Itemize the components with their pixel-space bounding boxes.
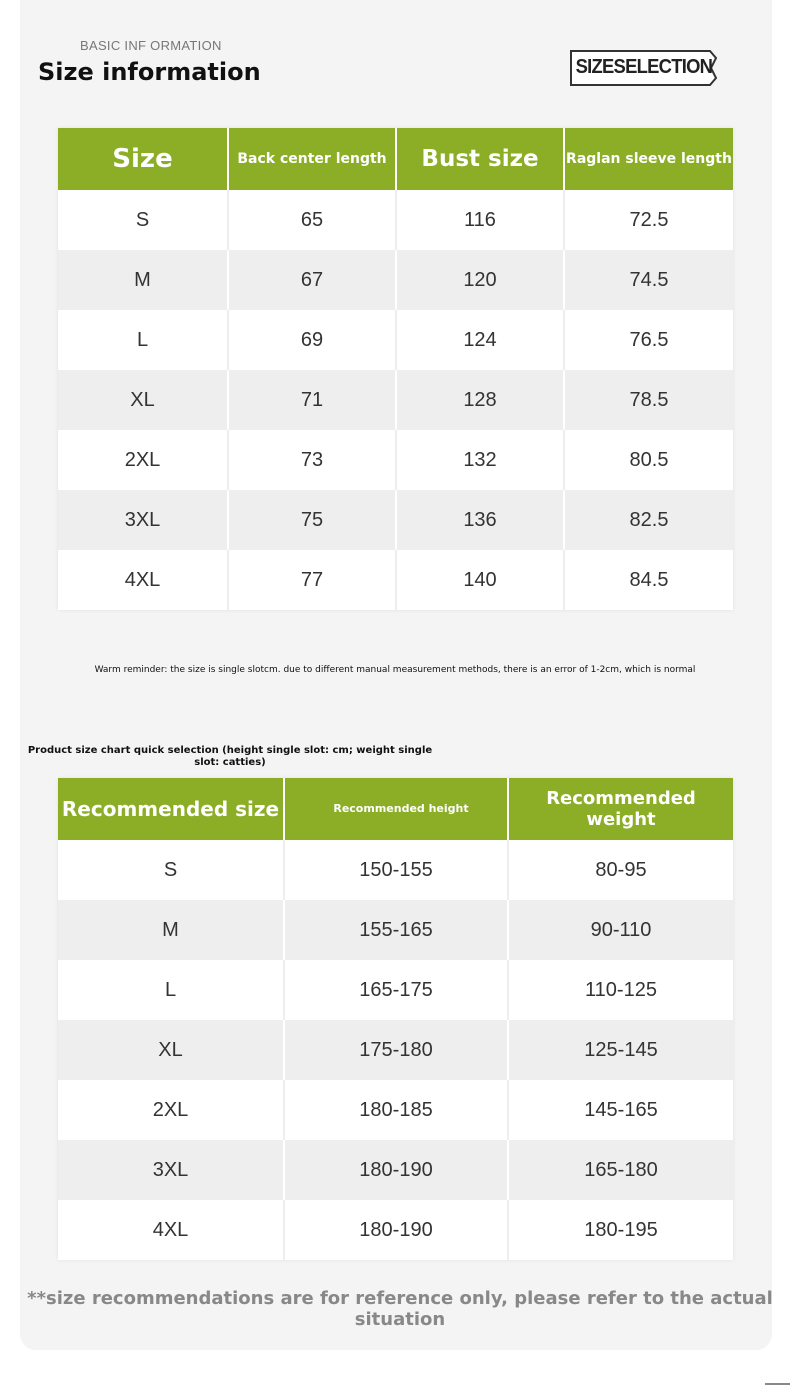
table-row: [58, 490, 733, 550]
table-row: [58, 310, 733, 370]
size-table-cell: S: [58, 190, 228, 250]
size-table-cell: 67: [228, 250, 396, 310]
size-table-cell: 77: [228, 550, 396, 610]
header-recommended-weight: Recommended weight: [508, 778, 733, 840]
header-recommended-height: Recommended height: [284, 778, 508, 840]
recommend-table-cell: 150-155: [284, 840, 508, 900]
table-row: [58, 1140, 733, 1200]
size-table-cell: 128: [396, 370, 564, 430]
recommend-table-cell: 180-190: [284, 1200, 508, 1260]
size-table-cell: 120: [396, 250, 564, 310]
size-table-cell: 69: [228, 310, 396, 370]
header-bust-size: Bust size: [396, 128, 564, 190]
size-table-cell: 71: [228, 370, 396, 430]
recommend-table-cell: 3XL: [58, 1140, 284, 1200]
recommend-table: [58, 778, 733, 1260]
size-table-cell: 80.5: [564, 430, 733, 490]
table-row: [58, 370, 733, 430]
table-row: [58, 550, 733, 610]
size-table-cell: XL: [58, 370, 228, 430]
size-table-cell: 82.5: [564, 490, 733, 550]
size-table-cell: 75: [228, 490, 396, 550]
size-table-cell: 2XL: [58, 430, 228, 490]
size-table-cell: 124: [396, 310, 564, 370]
recommend-table-cell: 4XL: [58, 1200, 284, 1260]
table-row: [58, 190, 733, 250]
table-row: [58, 960, 733, 1020]
table-row: [58, 900, 733, 960]
size-table-cell: 3XL: [58, 490, 228, 550]
reference-footnote: **size recommendations are for reference only, please refer to the actual situation: [27, 1288, 773, 1330]
recommend-table-cell: S: [58, 840, 284, 900]
quick-selection-title: Product size chart quick selection (height single slot: cm; weight single slot: catties): [27, 745, 433, 768]
recommend-table-cell: 125-145: [508, 1020, 733, 1080]
size-table-cell: 74.5: [564, 250, 733, 310]
size-table-cell: 4XL: [58, 550, 228, 610]
recommend-table-cell: 2XL: [58, 1080, 284, 1140]
size-table-cell: 76.5: [564, 310, 733, 370]
header-recommended-size: Recommended size: [58, 778, 284, 840]
recommend-table-header: [58, 778, 733, 840]
size-table-cell: 140: [396, 550, 564, 610]
table-row: [58, 1200, 733, 1260]
size-table: [58, 128, 733, 610]
table-row: [58, 1080, 733, 1140]
recommend-table-cell: 110-125: [508, 960, 733, 1020]
size-table-cell: M: [58, 250, 228, 310]
recommend-table-cell: 90-110: [508, 900, 733, 960]
badge-label: SIZESELECTION: [575, 56, 713, 78]
recommend-table-cell: 180-195: [508, 1200, 733, 1260]
recommend-table-cell: 80-95: [508, 840, 733, 900]
size-table-cell: L: [58, 310, 228, 370]
size-table-cell: 84.5: [564, 550, 733, 610]
warm-reminder: Warm reminder: the size is single slotcm. due to different manual measurement methods, there is an error of 1-2cm, which is normal: [94, 665, 696, 675]
size-table-cell: 65: [228, 190, 396, 250]
recommend-table-cell: 165-175: [284, 960, 508, 1020]
recommend-table-cell: XL: [58, 1020, 284, 1080]
section-eyebrow: BASIC INF ORMATION: [80, 38, 222, 53]
recommend-table-cell: 180-190: [284, 1140, 508, 1200]
recommend-table-cell: 145-165: [508, 1080, 733, 1140]
size-table-cell: 72.5: [564, 190, 733, 250]
recommend-table-cell: 180-185: [284, 1080, 508, 1140]
recommend-table-cell: 155-165: [284, 900, 508, 960]
header-back-center-length: Back center length: [228, 128, 396, 190]
header-size: Size: [58, 128, 228, 190]
header-raglan-sleeve-length: Raglan sleeve length: [564, 128, 733, 190]
size-table-cell: 136: [396, 490, 564, 550]
size-table-header: [58, 128, 733, 190]
size-table-cell: 73: [228, 430, 396, 490]
size-table-cell: 116: [396, 190, 564, 250]
recommend-table-cell: 165-180: [508, 1140, 733, 1200]
table-row: [58, 1020, 733, 1080]
size-table-cell: 78.5: [564, 370, 733, 430]
recommend-table-cell: 175-180: [284, 1020, 508, 1080]
size-selection-badge: [570, 50, 718, 84]
table-row: [58, 430, 733, 490]
page-title: Size information: [38, 58, 261, 86]
table-row: [58, 250, 733, 310]
recommend-table-cell: L: [58, 960, 284, 1020]
table-row: [58, 840, 733, 900]
recommend-table-cell: M: [58, 900, 284, 960]
size-table-cell: 132: [396, 430, 564, 490]
